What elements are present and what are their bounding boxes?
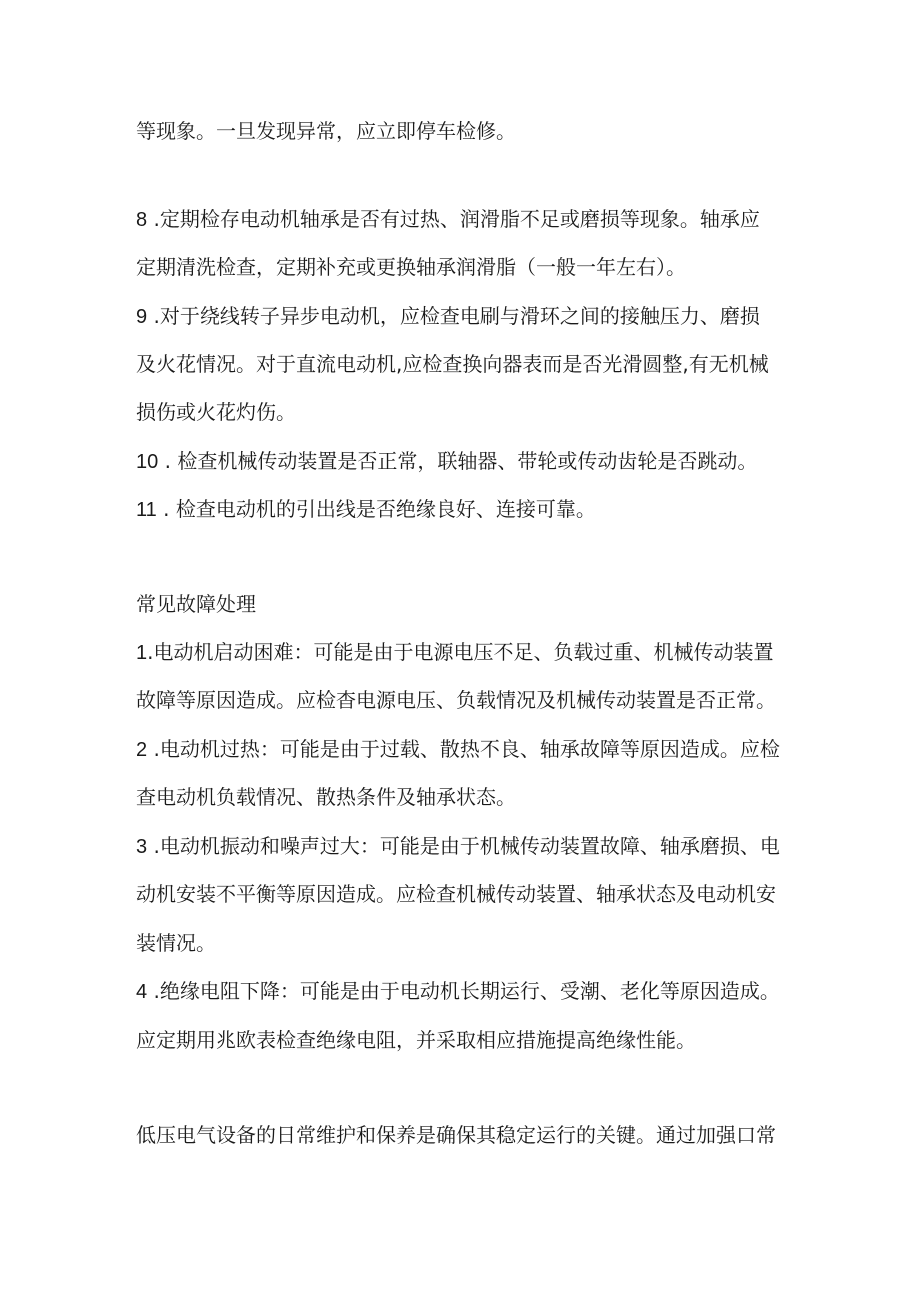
fault-number: 2	[136, 739, 148, 761]
fault-item-2-line-2: 查电动机负载情况、散热条件及轴承状态。	[136, 785, 516, 809]
item-text: . 检查电动机的引出线是否绝缘良好、连接可靠。	[156, 497, 596, 521]
fault-number: 1	[136, 642, 148, 664]
fault-item-3-line-1	[136, 832, 780, 861]
fault-item-4-line-1	[136, 977, 780, 1006]
maintenance-item-9-line-3: 损伤或火花灼伤。	[136, 400, 296, 424]
item-number: 11	[136, 499, 157, 521]
fault-item-4-line-2: 应定期用兆欧表检查绝缘电阻，并采取相应措施提高绝缘性能。	[136, 1028, 696, 1052]
fault-item-3-line-3: 装情况。	[136, 931, 216, 955]
fault-text: .电动机启动困难：可能是由于电源电压不足、负载过重、机械传动装置	[147, 640, 774, 664]
item-text: . 检查机械传动装置是否正常，联轴器、带轮或传动齿轮是否跳动。	[158, 449, 758, 473]
maintenance-item-8-line-2: 定期清洗检查，定期补充或更换轴承润滑脂（一般一年左右）。	[136, 255, 686, 279]
fault-item-1-line-1	[136, 638, 773, 667]
fault-number: 3	[136, 836, 148, 858]
fault-number: 4	[136, 981, 148, 1003]
maintenance-item-9-line-1	[136, 302, 760, 331]
maintenance-item-8-line-1	[136, 205, 760, 234]
fault-text: .电动机过热：可能是由于过载、散热不良、轴承故障等原因造成。应检	[147, 737, 780, 761]
section-title: 常见故障处理	[136, 592, 256, 616]
maintenance-item-11	[136, 495, 596, 524]
fault-text: .绝缘电阻下降：可能是由于电动机长期运行、受潮、老化等原因造成。	[147, 979, 780, 1003]
closing-text: 低压电气设备的日常维护和保养是确保其稳定运行的关键。通过加强口常	[136, 1123, 776, 1147]
fault-item-1-line-2: 故障等原因造成。应检杳电源电压、负载情况及机械传动装置是否正常。	[136, 688, 776, 712]
item-text: .对于绕线转子异步电动机，应检查电刷与滑环之间的接触压力、磨损	[147, 304, 760, 328]
maintenance-item-9-line-2: 及火花情况。对于直流电动机,应检查换向器表而是否光滑圆整,有无机械	[136, 352, 769, 376]
maintenance-item-10	[136, 447, 757, 476]
item-number: 10	[136, 451, 159, 473]
item-number: 9	[136, 306, 148, 328]
fault-item-3-line-2: 动机安装不平衡等原因造成。应检查机械传动装置、轴承状态及电动机安	[136, 882, 776, 906]
item-text: .定期检存电动机轴承是否有过热、润滑脂不足或磨损等现象。轴承应	[147, 207, 760, 231]
fault-text: .电动机振动和噪声过大：可能是由于机械传动装置故障、轴承磨损、电	[147, 834, 780, 858]
fault-item-2-line-1	[136, 735, 780, 764]
item-number: 8	[136, 209, 148, 231]
intro-tail-text: 等现象。一旦发现异常，应立即停车检修。	[136, 119, 516, 143]
